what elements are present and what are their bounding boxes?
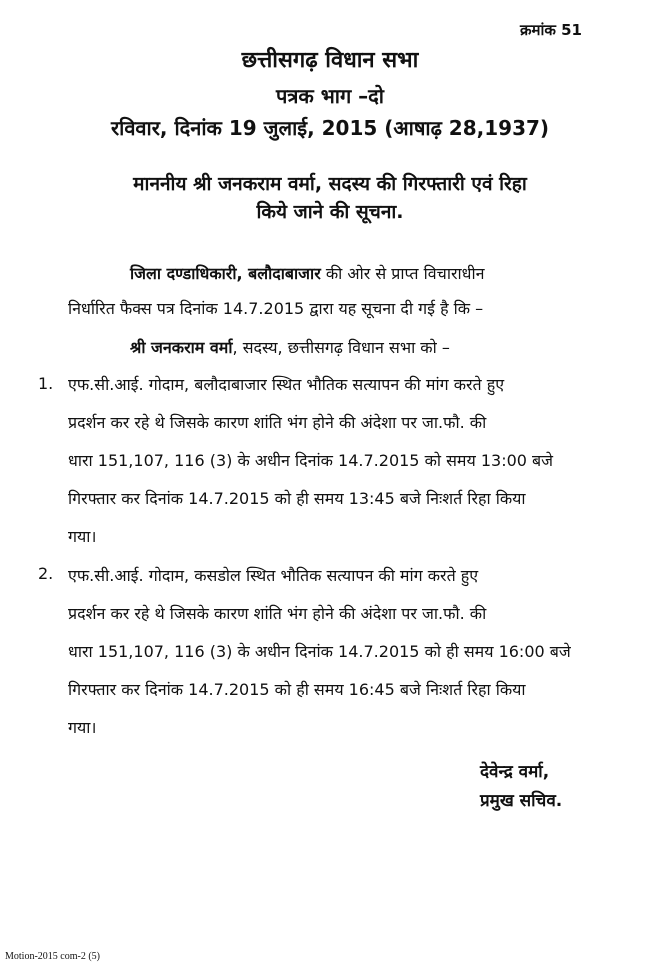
item-line: एफ.सी.आई. गोदाम, कसडोल स्थित भौतिक सत्यापन की मांग करते हुए (68, 566, 479, 585)
item-line: गया। (68, 527, 97, 546)
notice-heading-line-2: किये जाने की सूचना. (256, 201, 404, 223)
notice-heading-line-1: माननीय श्री जनकराम वर्मा, सदस्य की गिरफ्तारी एवं रिहा (133, 173, 527, 195)
authority-name: जिला दण्डाधिकारी, बलौदाबाजार (130, 264, 321, 283)
date-line: रविवार, दिनांक 19 जुलाई, 2015 (आषाढ़ 28,1937) (110, 116, 550, 140)
item-number: 2. (38, 564, 54, 583)
intro-line-2: निर्धारित फैक्स पत्र दिनांक 14.7.2015 द्वारा यह सूचना दी गई है कि – (68, 299, 484, 318)
serial-number: क्रमांक 51 (520, 21, 582, 39)
document-subtitle: पत्रक भाग –दो (276, 84, 384, 108)
member-name: श्री जनकराम वर्मा (130, 338, 233, 357)
item-line: प्रदर्शन कर रहे थे जिसके कारण शांति भंग होने की अंदेशा पर जा.फौ. की (68, 413, 487, 432)
member-line (130, 336, 450, 358)
intro-line-1-rest: की ओर से प्राप्त विचाराधीन (320, 264, 485, 283)
intro-line-1 (130, 262, 485, 284)
signatory-title: प्रमुख सचिव. (480, 791, 563, 811)
footer-reference: Motion-2015 com-2 (5) (5, 951, 100, 962)
document-title: छत्तीसगढ़ विधान सभा (241, 48, 419, 73)
item-line: गिरफ्तार कर दिनांक 14.7.2015 को ही समय 13:45 बजे निःशर्त रिहा किया (68, 489, 526, 508)
member-line-rest: , सदस्य, छत्तीसगढ़ विधान सभा को – (232, 338, 450, 357)
item-number: 1. (38, 374, 54, 393)
item-line: गिरफ्तार कर दिनांक 14.7.2015 को ही समय 16:45 बजे निःशर्त रिहा किया (68, 680, 526, 699)
item-line: धारा 151,107, 116 (3) के अधीन दिनांक 14.7.2015 को समय 13:00 बजे (68, 451, 554, 470)
item-line: गया। (68, 718, 97, 737)
item-line: धारा 151,107, 116 (3) के अधीन दिनांक 14.7.2015 को ही समय 16:00 बजे (68, 642, 571, 661)
item-line: प्रदर्शन कर रहे थे जिसके कारण शांति भंग होने की अंदेशा पर जा.फौ. की (68, 604, 487, 623)
item-line: एफ.सी.आई. गोदाम, बलौदाबाजार स्थित भौतिक सत्यापन की मांग करते हुए (68, 375, 505, 394)
signatory-name: देवेन्द्र वर्मा, (480, 762, 550, 782)
